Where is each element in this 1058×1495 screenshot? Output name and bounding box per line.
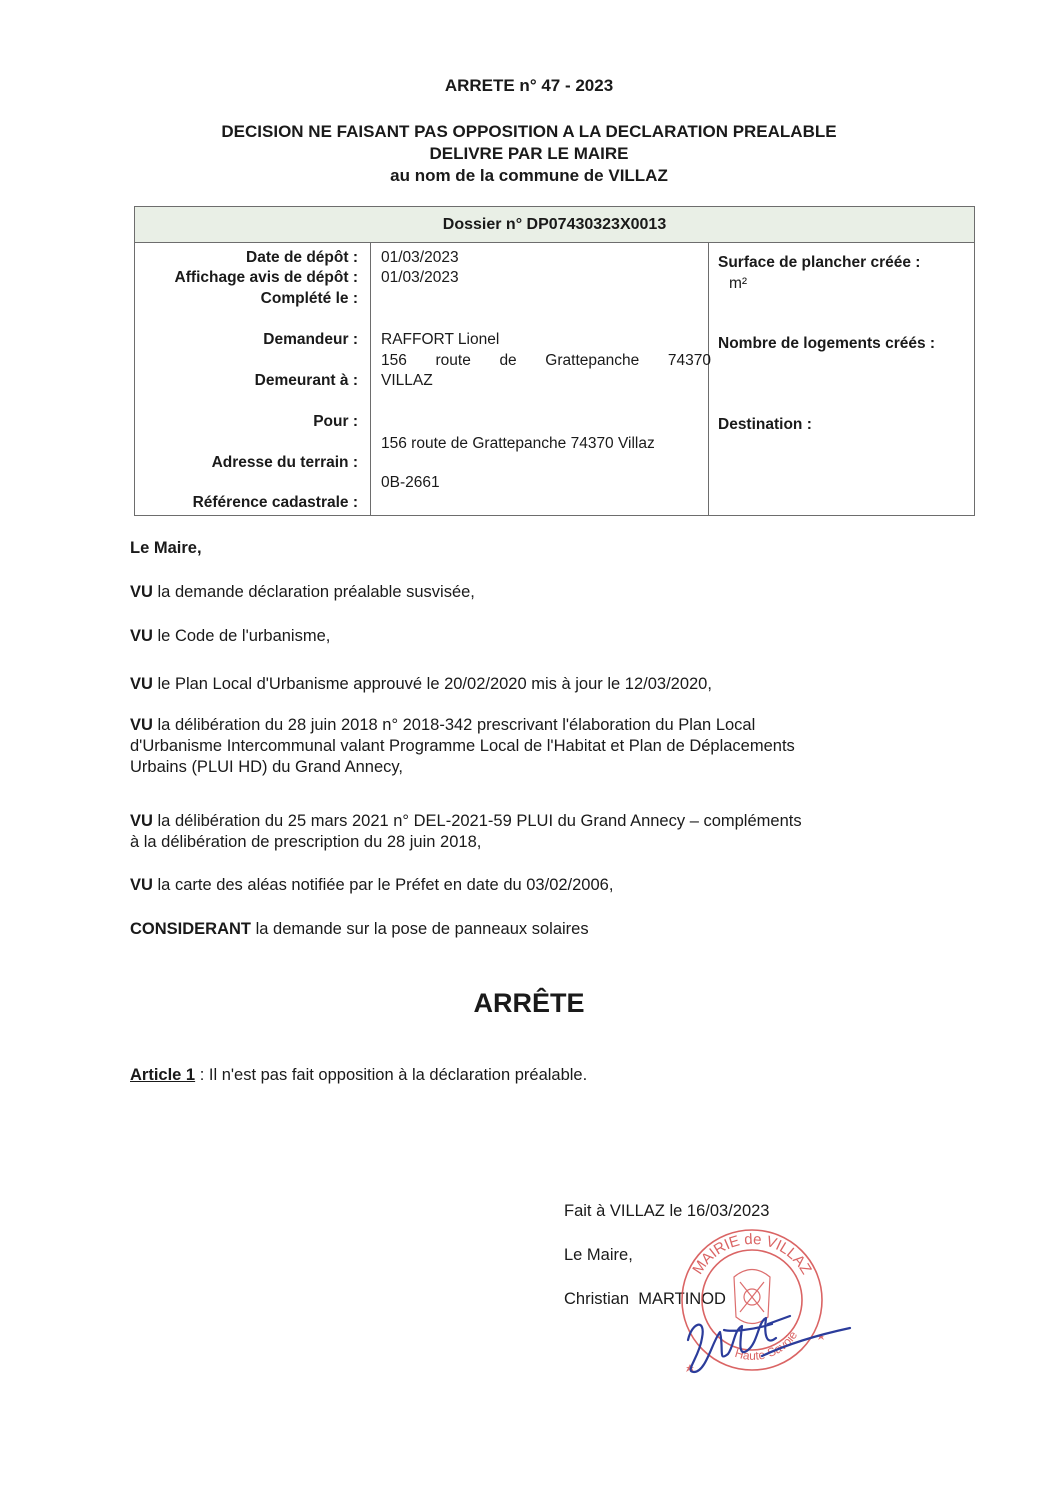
table-divider-left [370, 243, 371, 515]
label-logements: Nombre de logements créés : [718, 335, 936, 352]
article-1-label: Article 1 [130, 1066, 196, 1084]
value-address-line-1 [381, 352, 711, 370]
value-address-line-2: VILLAZ [381, 372, 433, 389]
article-1 [130, 1065, 930, 1086]
address-word: 74370 [667, 352, 711, 369]
label-date-depot: Date de dépôt : [246, 249, 358, 266]
vu-keyword: VU [130, 675, 153, 693]
value-affichage: 01/03/2023 [381, 269, 459, 286]
address-word: Grattepanche [545, 352, 640, 369]
value-adresse-terrain: 156 route de Grattepanche 74370 Villaz [381, 435, 655, 452]
vu-keyword: VU [130, 716, 153, 734]
address-word: de [499, 352, 517, 369]
decision-title [0, 121, 1058, 187]
vu-keyword: VU [130, 627, 153, 645]
vu-text: à la délibération de prescription du 28 juin 2018, [130, 833, 482, 851]
dossier-number: Dossier n° DP07430323X0013 [135, 207, 974, 243]
label-surface: Surface de plancher créée : [718, 254, 921, 271]
salutation: Le Maire, [130, 539, 202, 557]
label-demeurant: Demeurant à : [254, 372, 358, 389]
decision-title-line-2: DELIVRE PAR LE MAIRE [429, 144, 629, 163]
vu-text: le Code de l'urbanisme, [157, 627, 331, 645]
mayor-name: Christian MARTINOD [564, 1290, 726, 1308]
dossier-table [134, 206, 975, 516]
stamp-emblem-icon [734, 1270, 770, 1324]
fait-a-line: Fait à VILLAZ le 16/03/2023 [564, 1202, 770, 1220]
article-1-text: : Il n'est pas fait opposition à la déclaration préalable. [195, 1066, 588, 1084]
arrete-heading: ARRÊTE [473, 988, 585, 1018]
vu-paragraph-2 [130, 626, 930, 647]
label-complete: Complété le : [260, 290, 358, 307]
vu-keyword: VU [130, 812, 153, 830]
address-word: 156 [381, 352, 407, 369]
label-surface-unit: m² [729, 275, 748, 292]
vu-keyword: VU [130, 583, 153, 601]
vu-paragraph-6 [130, 875, 930, 896]
value-reference-cadastrale: 0B-2661 [381, 474, 440, 491]
considerant-keyword: CONSIDERANT [130, 920, 252, 938]
considerant-paragraph [130, 919, 930, 940]
decision-title-line-1: DECISION NE FAISANT PAS OPPOSITION A LA DECLARATION PREALABLE [221, 122, 837, 141]
vu-text: la demande déclaration préalable susvisée, [157, 583, 475, 601]
vu-paragraph-1 [130, 582, 930, 603]
value-demandeur: RAFFORT Lionel [381, 331, 500, 348]
label-affichage: Affichage avis de dépôt : [174, 269, 358, 286]
handwritten-signature-icon [688, 1316, 850, 1372]
vu-paragraph-5 [130, 811, 930, 853]
decision-title-line-3: au nom de la commune de VILLAZ [390, 166, 668, 185]
stamp-top-text: MAIRIE de VILLAZ [689, 1230, 815, 1278]
vu-text: la carte des aléas notifiée par le Préfet en date du 03/02/2006, [157, 876, 614, 894]
label-pour: Pour : [313, 413, 358, 430]
address-word: route [435, 352, 471, 369]
signature-role: Le Maire, [564, 1246, 633, 1264]
stamp-bottom-text: Haute-Savoie [733, 1328, 801, 1363]
official-stamp [672, 1222, 862, 1387]
arrete-number: ARRETE n° 47 - 2023 [444, 76, 614, 95]
considerant-text: la demande sur la pose de panneaux solaires [255, 920, 589, 938]
vu-text: Urbains (PLUI HD) du Grand Annecy, [130, 758, 403, 776]
vu-text: la délibération du 28 juin 2018 n° 2018-342 prescrivant l'élaboration du Plan Local [157, 716, 756, 734]
label-adresse-terrain: Adresse du terrain : [211, 454, 358, 471]
vu-paragraph-4 [130, 715, 930, 778]
vu-text: la délibération du 25 mars 2021 n° DEL-2021-59 PLUI du Grand Annecy – compléments [157, 812, 802, 830]
table-divider-right [708, 243, 709, 515]
value-date-depot: 01/03/2023 [381, 249, 459, 266]
label-destination: Destination : [718, 416, 812, 433]
vu-text: d'Urbanisme Intercommunal valant Programme Local de l'Habitat et Plan de Déplacements [130, 737, 795, 755]
vu-keyword: VU [130, 876, 153, 894]
vu-paragraph-3 [130, 674, 930, 695]
label-demandeur: Demandeur : [263, 331, 358, 348]
vu-text: le Plan Local d'Urbanisme approuvé le 20/02/2020 mis à jour le 12/03/2020, [157, 675, 712, 693]
label-reference-cadastrale: Référence cadastrale : [192, 494, 358, 511]
